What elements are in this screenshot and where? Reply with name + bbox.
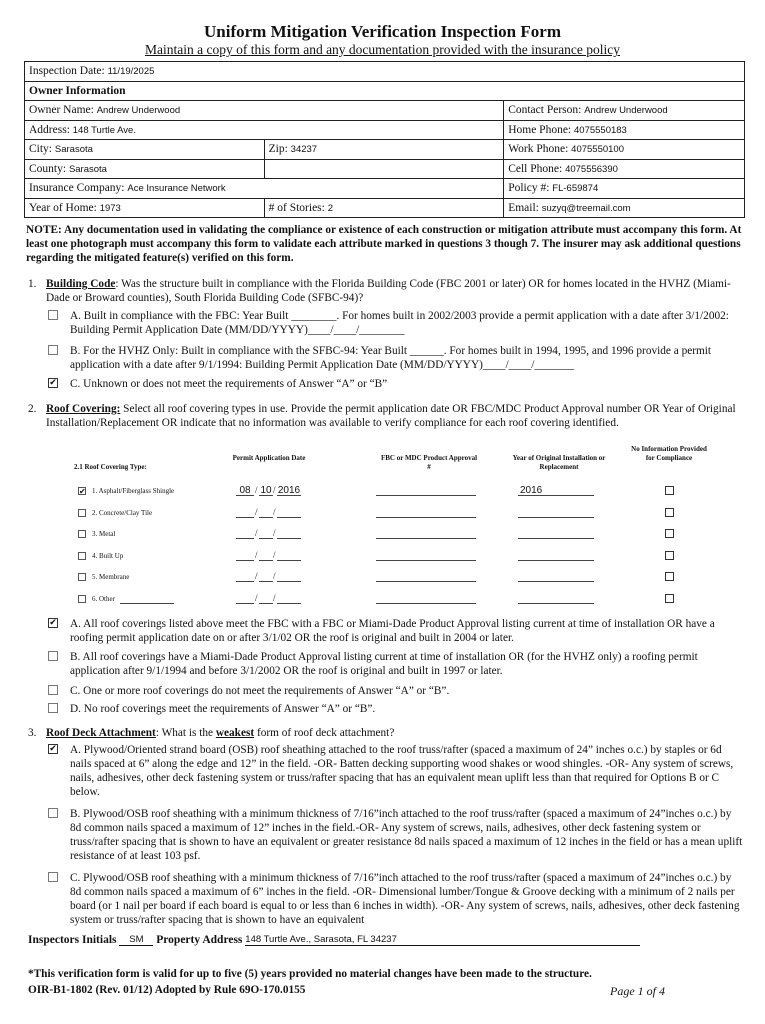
q1-c-checkbox[interactable]: ✔: [49, 378, 57, 388]
roof-type-checkbox[interactable]: [78, 595, 86, 603]
permit-date-yyyy[interactable]: [277, 593, 301, 604]
roof-covering-row: [74, 571, 724, 585]
q2-option-b[interactable]: [48, 650, 745, 678]
no-info-checkbox[interactable]: [665, 551, 674, 560]
property-address-field[interactable]: 148 Turtle Ave., Sarasota, FL 34237: [245, 934, 640, 946]
cell-phone-value[interactable]: 4075556390: [565, 163, 618, 175]
roof-type-checkbox[interactable]: ✔: [79, 487, 86, 496]
product-approval-field[interactable]: [376, 593, 476, 604]
zip-value[interactable]: 34237: [290, 144, 318, 156]
q2-a-text: A. All roof coverings listed above meet the FBC with a FBC or Miami-Dade Product Approval listing current at time of installation OR have a roofing permit application date on or after 3/1/02 OR the roof is original and built in 2004 or later.: [70, 618, 715, 644]
q2-option-a[interactable]: [48, 617, 745, 645]
permit-date-mm[interactable]: 08: [236, 485, 254, 496]
question-3-number: 3.: [28, 727, 37, 739]
col-no-info: No Information Provided for Compliance: [631, 445, 707, 462]
product-approval-field[interactable]: [376, 550, 476, 561]
permit-date-yyyy[interactable]: [277, 571, 301, 582]
q1-option-b[interactable]: [48, 344, 745, 372]
q1-c-text: C. Unknown or does not meet the requirements of Answer “A” or “B”: [70, 378, 388, 390]
home-phone-value[interactable]: 4075550183: [574, 124, 627, 136]
stories-cell[interactable]: # of Stories: 2: [264, 198, 504, 218]
insurance-company-cell[interactable]: Insurance Company: Ace Insurance Network: [25, 179, 504, 199]
no-info-checkbox[interactable]: [665, 486, 674, 495]
policy-value[interactable]: FL-659874: [552, 183, 599, 195]
q2-c-checkbox[interactable]: [48, 685, 58, 695]
q3-c-checkbox[interactable]: [48, 872, 58, 882]
year-of-home-value[interactable]: 1973: [99, 202, 121, 214]
property-address-label: Property Address: [156, 934, 243, 946]
product-approval-field[interactable]: [376, 571, 476, 582]
year-installed-field[interactable]: [518, 571, 594, 582]
validity-note: *This verification form is valid for up to five (5) years provided no material changes have been made to the structure.: [28, 968, 592, 980]
question-1-text: : Was the structure built in compliance with the Florida Building Code (FBC 2001 or later) OR for homes located in the HVHZ (Miami-Dade or Broward counties), South Florida Building Code (SFBC-94)?: [46, 278, 731, 304]
inspector-footer: [28, 934, 728, 946]
no-info-checkbox[interactable]: [665, 572, 674, 581]
permit-date-yyyy[interactable]: [277, 507, 301, 518]
q1-a-checkbox[interactable]: [48, 310, 58, 320]
question-3-weakest: weakest: [215, 727, 255, 739]
year-of-home-cell[interactable]: Year of Home: 1973: [25, 198, 265, 218]
contact-person-cell[interactable]: Contact Person: Andrew Underwood: [504, 101, 745, 121]
date-separator: /: [255, 506, 258, 517]
date-separator: /: [273, 506, 276, 517]
question-2-heading: Roof Covering:: [46, 403, 121, 415]
permit-date-mm[interactable]: [236, 593, 254, 604]
year-installed-field[interactable]: [518, 593, 594, 604]
q3-b-checkbox[interactable]: [48, 808, 58, 818]
roof-type-label: 2. Concrete/Clay Tile: [92, 508, 153, 517]
contact-person-value[interactable]: Andrew Underwood: [584, 105, 668, 117]
date-separator: /: [273, 549, 276, 560]
q1-option-c[interactable]: [48, 377, 745, 391]
form-subtitle: Maintain a copy of this form and any documentation provided with the insurance policy: [144, 42, 620, 57]
q1-b-checkbox[interactable]: [48, 345, 58, 355]
q3-option-a[interactable]: [48, 743, 745, 799]
date-separator: /: [255, 592, 258, 603]
q1-option-a[interactable]: [48, 309, 745, 337]
q2-b-checkbox[interactable]: [48, 651, 58, 661]
stories-value[interactable]: 2: [327, 202, 334, 214]
roof-type-checkbox[interactable]: [78, 552, 86, 560]
no-info-checkbox[interactable]: [665, 529, 674, 538]
roof-covering-row: [74, 550, 724, 564]
roof-type-label: 3. Metal: [92, 530, 116, 538]
owner-name-value[interactable]: Andrew Underwood: [96, 105, 181, 117]
permit-date-dd[interactable]: 10: [260, 485, 272, 496]
email-value[interactable]: suzyq@treemail.com: [541, 202, 631, 214]
permit-date-mm[interactable]: [236, 571, 254, 582]
q2-b-text: B. All roof coverings have a Miami-Dade Product Approval listing current at time of installation OR (for the HVHZ only) a roofing permit application after 9/1/1994 and before 3/1/2002 OR the roof is original and built in 1997 or later.: [70, 651, 698, 677]
permit-date-dd[interactable]: [259, 507, 273, 518]
col-year-install: Year of Original Installation or Replacement: [512, 454, 606, 471]
address-value[interactable]: 148 Turtle Ave.: [72, 124, 136, 136]
question-3: [28, 726, 746, 740]
q3-c-text: C. Plywood/OSB roof sheathing with a minimum thickness of 7/16”inch attached to the roof truss/rafter (spaced a maximum of 24”inches o.c.) by 8d common nails spaced a maximum of 6” inches in the field. -OR- Dimensional lumber/Tongue & Groove decking with a minimum of 2 nails per board (or 1 nail per board if each board is equal to or less than 6 inches in width). -OR- Any system of screws, nails, adhesives, other deck fastening system or truss/rafter spacing that is shown to have an equivalent: [70, 872, 740, 926]
owner-info-table: [24, 61, 745, 218]
product-approval-field[interactable]: [376, 485, 476, 496]
roof-covering-row: [74, 507, 724, 521]
roof-type-checkbox[interactable]: [78, 530, 86, 538]
county-cell[interactable]: County: Sarasota: [25, 159, 265, 179]
insurance-company-value[interactable]: Ace Insurance Network: [127, 183, 226, 195]
date-separator: /: [255, 549, 258, 560]
date-separator: /: [255, 485, 258, 495]
question-3-text-post: form of roof deck attachment?: [254, 727, 395, 739]
roof-covering-row: [74, 528, 724, 542]
form-title: Uniform Mitigation Verification Inspection Form: [204, 22, 561, 41]
q2-d-checkbox[interactable]: [48, 703, 58, 713]
col-product-approval: FBC or MDC Product Approval #: [380, 454, 478, 471]
inspection-date-cell[interactable]: Inspection Date: 11/19/2025: [25, 62, 745, 82]
initials-field[interactable]: SM: [119, 934, 153, 946]
q3-b-text: B. Plywood/OSB roof sheathing with a minimum thickness of 7/16”inch attached to the roof truss/rafter (spaced a maximum of 24”inches o.c.) by 8d common nails spaced a maximum of 12” inches in the field.-OR- Any system of screws, nails, adhesives, other deck fastening system or truss/rafter spacing that is shown to have an equivalent or greater resistance 8d nails spaced a maximum of 12 inches in the field or has a mean uplift resistance of at least 103 psf.: [70, 808, 743, 862]
col-permit-date: Permit Application Date: [232, 454, 306, 462]
inspection-date-value[interactable]: 11/19/2025: [107, 66, 155, 78]
question-2: [28, 402, 746, 430]
roof-covering-row: [74, 485, 724, 499]
blank-cell: [264, 159, 504, 179]
question-3-text-pre: : What is the: [155, 727, 216, 739]
cell-phone-cell[interactable]: Cell Phone: 4075556390: [504, 159, 745, 179]
no-info-checkbox[interactable]: [665, 594, 674, 603]
question-1: [28, 277, 746, 305]
roof-covering-row: [74, 593, 724, 607]
home-phone-cell[interactable]: Home Phone: 4075550183: [504, 120, 745, 140]
page-number: Page 1 of 4: [610, 984, 665, 998]
policy-cell[interactable]: Policy #: FL-659874: [504, 179, 745, 199]
initials-label: Inspectors Initials: [28, 934, 117, 946]
permit-date-dd[interactable]: [259, 571, 273, 582]
question-2-number: 2.: [28, 403, 37, 415]
col-roof-type: 2.1 Roof Covering Type:: [74, 463, 147, 471]
question-1-heading: Building Code: [46, 278, 116, 290]
date-separator: /: [273, 571, 276, 581]
permit-date-dd[interactable]: [259, 528, 273, 539]
email-cell[interactable]: Email: suzyq@treemail.com: [504, 198, 745, 218]
county-value[interactable]: Sarasota: [68, 163, 107, 175]
date-separator: /: [255, 528, 258, 538]
product-approval-field[interactable]: [376, 507, 476, 518]
q2-option-d[interactable]: [48, 702, 745, 716]
city-cell[interactable]: City: Sarasota: [25, 140, 265, 160]
note-paragraph: NOTE: Any documentation used in validating the compliance or existence of each construction or mitigation attribute must accompany this form. At least one photograph must accompany this form to validate each attribute marked in questions 3 though 7. The insurer may ask additional questions regarding the mitigated feature(s) verified on this form.: [26, 224, 742, 264]
owner-name-cell[interactable]: Owner Name: Andrew Underwood: [25, 101, 504, 121]
year-installed-field[interactable]: [518, 507, 594, 518]
q3-option-c[interactable]: [48, 871, 745, 927]
no-info-checkbox[interactable]: [665, 508, 674, 517]
work-phone-cell[interactable]: Work Phone: 4075550100: [504, 140, 745, 160]
roof-type-checkbox[interactable]: [78, 509, 86, 517]
address-cell[interactable]: Address: 148 Turtle Ave.: [25, 120, 504, 140]
year-installed-field[interactable]: [518, 550, 594, 561]
question-3-heading: Roof Deck Attachment: [46, 727, 156, 739]
date-separator: /: [273, 592, 276, 603]
date-separator: /: [273, 528, 276, 538]
q2-c-text: C. One or more roof coverings do not meet the requirements of Answer “A” or “B”.: [70, 685, 450, 697]
q1-b-text: B. For the HVHZ Only: Built in compliance with the SFBC-94: Year Built ______. For homes built in 1994, 1995, and 1996 provide a permit application with a date after 9/1/1994: Building Permit Application Date (MM/DD/YYYY)____/____/_______: [70, 345, 712, 371]
date-separator: /: [273, 485, 276, 495]
year-installed-field[interactable]: [518, 528, 594, 539]
roof-type-checkbox[interactable]: [78, 573, 86, 581]
form-id: OIR-B1-1802 (Rev. 01/12) Adopted by Rule 69O-170.0155: [28, 984, 306, 996]
zip-cell[interactable]: Zip: 34237: [264, 140, 504, 160]
permit-date-mm[interactable]: [236, 550, 254, 561]
roof-type-label: 6. Other: [92, 594, 115, 603]
product-approval-field[interactable]: [376, 528, 476, 539]
year-installed-field[interactable]: 2016: [518, 485, 594, 496]
permit-date-yyyy[interactable]: [277, 528, 301, 539]
city-value[interactable]: Sarasota: [54, 144, 93, 156]
work-phone-value[interactable]: 4075550100: [571, 144, 624, 156]
other-type-field[interactable]: [120, 593, 174, 604]
permit-date-dd[interactable]: [259, 550, 273, 561]
permit-date-yyyy[interactable]: 2016: [277, 485, 301, 496]
q1-a-text: A. Built in compliance with the FBC: Year Built ________. For homes built in 2002/2003 provide a permit application with a date after 3/1/2002: Building Permit Application Date (MM/DD/YYYY)____/____/________: [70, 310, 729, 336]
q3-a-checkbox[interactable]: ✔: [49, 744, 57, 754]
question-1-number: 1.: [28, 278, 37, 290]
q2-d-text: D. No roof coverings meet the requirements of Answer “A” or “B”.: [70, 703, 376, 715]
q2-option-c[interactable]: [48, 684, 745, 698]
permit-date-yyyy[interactable]: [277, 550, 301, 561]
q2-a-checkbox[interactable]: ✔: [49, 618, 57, 628]
permit-date-dd[interactable]: [259, 593, 273, 604]
question-2-text: Select all roof covering types in use. Provide the permit application date OR FBC/MDC Product Approval number OR Year of Original Installation/Replacement OR indicate that no information was available to verify compliance for each roof covering identified.: [46, 403, 736, 429]
roof-type-label: 1. Asphalt/Fiberglass Shingle: [92, 487, 175, 495]
roof-type-label: 4. Built Up: [92, 551, 124, 560]
permit-date-mm[interactable]: [236, 507, 254, 518]
owner-info-heading: Owner Information: [25, 81, 745, 101]
permit-date-mm[interactable]: [236, 528, 254, 539]
roof-covering-table: [74, 445, 724, 605]
date-separator: /: [255, 571, 258, 581]
q3-a-text: A. Plywood/Oriented strand board (OSB) roof sheathing attached to the roof truss/rafter (spaced a maximum of 24” inches o.c.) by staples or 6d nails spaced at 6” along the edge and 12” in the field. -OR- Batten decking supporting wood shakes or wood shingles. -OR- Any system of screws, nails, adhesives, other deck fastening system or truss/rafter spacing that has an equivalent mean uplift less than that required for Options B or C below.: [70, 744, 734, 798]
q3-option-b[interactable]: [48, 807, 745, 863]
roof-type-label: 5. Membrane: [92, 573, 130, 581]
